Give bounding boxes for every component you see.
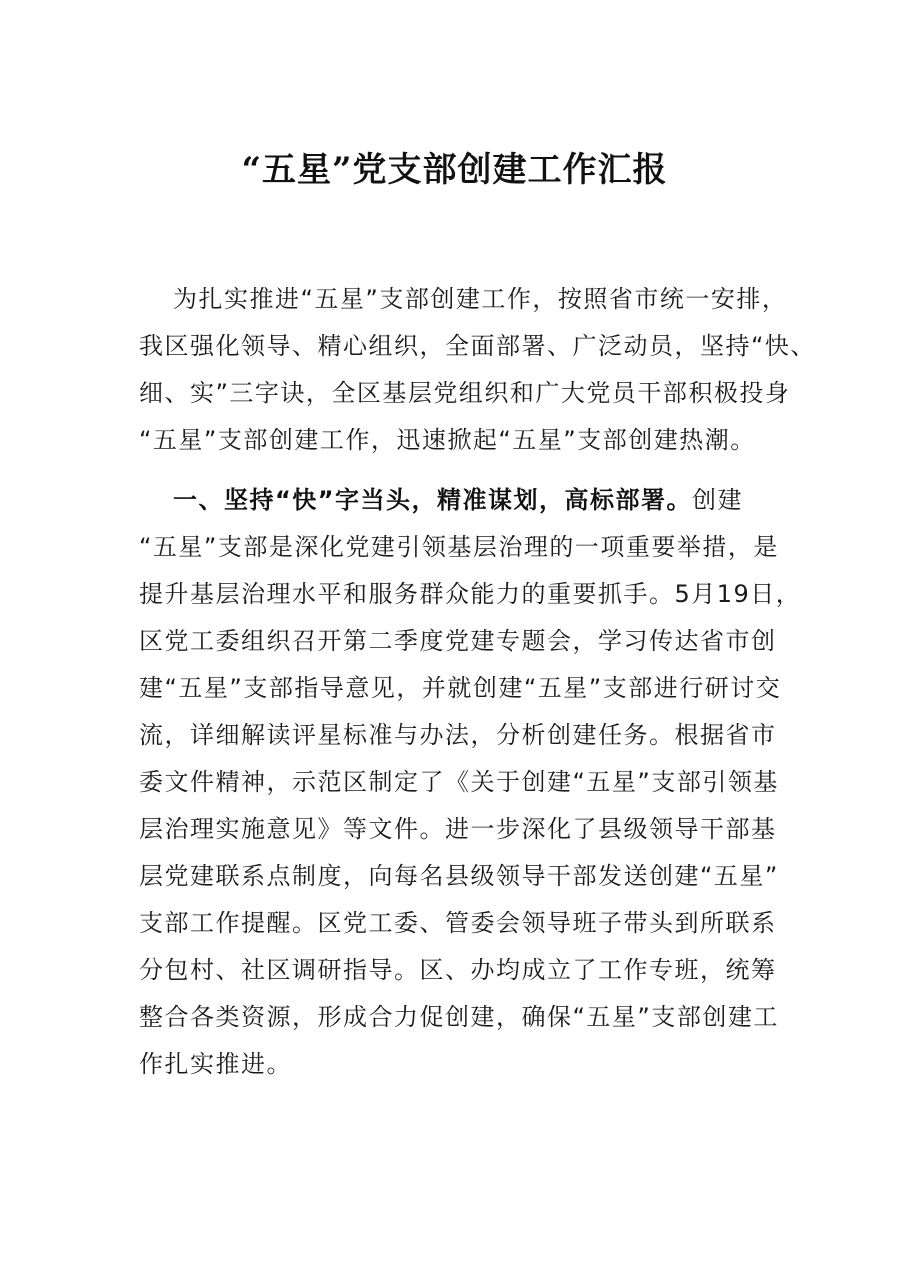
paragraph-line: 我区强化领导、精心组织，全面部署、广泛动员，坚持“快、 (139, 332, 816, 360)
paragraph-line: 流，详细解读评星标准与办法，分析创建任务。根据省市 (139, 721, 777, 749)
paragraph-line: 层治理实施意见》等文件。进一步深化了县级领导干部基 (139, 815, 777, 843)
paragraph-line: 委文件精神，示范区制定了《关于创建“五星”支部引领基 (139, 768, 779, 796)
paragraph-line: 整合各类资源，形成合力促创建，确保“五星”支部创建工 (139, 1003, 779, 1031)
section-heading-tail: 创建 (692, 486, 744, 514)
section-heading: 一、坚持“快”字当头，精准谋划，高标部署。 (173, 486, 693, 514)
paragraph-line: “五星”支部创建工作，迅速掀起“五星”支部创建热潮。 (139, 426, 756, 454)
paragraph-line: 提升基层治理水平和服务群众能力的重要抓手。5月19日， (139, 580, 802, 608)
paragraph-section-one (139, 477, 802, 1088)
paragraph-line: “五星”支部是深化党建引领基层治理的一项重要举措，是 (139, 533, 779, 561)
paragraph-line: 建“五星”支部指导意见，并就创建“五星”支部进行研讨交 (139, 674, 782, 702)
paragraph-intro (139, 276, 816, 464)
section-first-line (139, 477, 779, 524)
paragraph-line: 为扎实推进“五星”支部创建工作，按照省市统一安排， (173, 285, 788, 313)
paragraph-line: 区党工委组织召开第二季度党建专题会，学习传达省市创 (139, 627, 777, 655)
paragraph-line: 支部工作提醒。区党工委、管委会领导班子带头到所联系 (139, 909, 777, 937)
document-title: “五星”党支部创建工作汇报 (241, 150, 668, 190)
paragraph-line: 作扎实推进。 (139, 1050, 292, 1078)
paragraph-line: 细、实”三字诀，全区基层党组织和广大党员干部积极投身 (139, 379, 791, 407)
paragraph-line: 分包村、社区调研指导。区、办均成立了工作专班，统筹 (139, 956, 777, 984)
paragraph-line: 层党建联系点制度，向每名县级领导干部发送创建“五星” (139, 862, 779, 890)
